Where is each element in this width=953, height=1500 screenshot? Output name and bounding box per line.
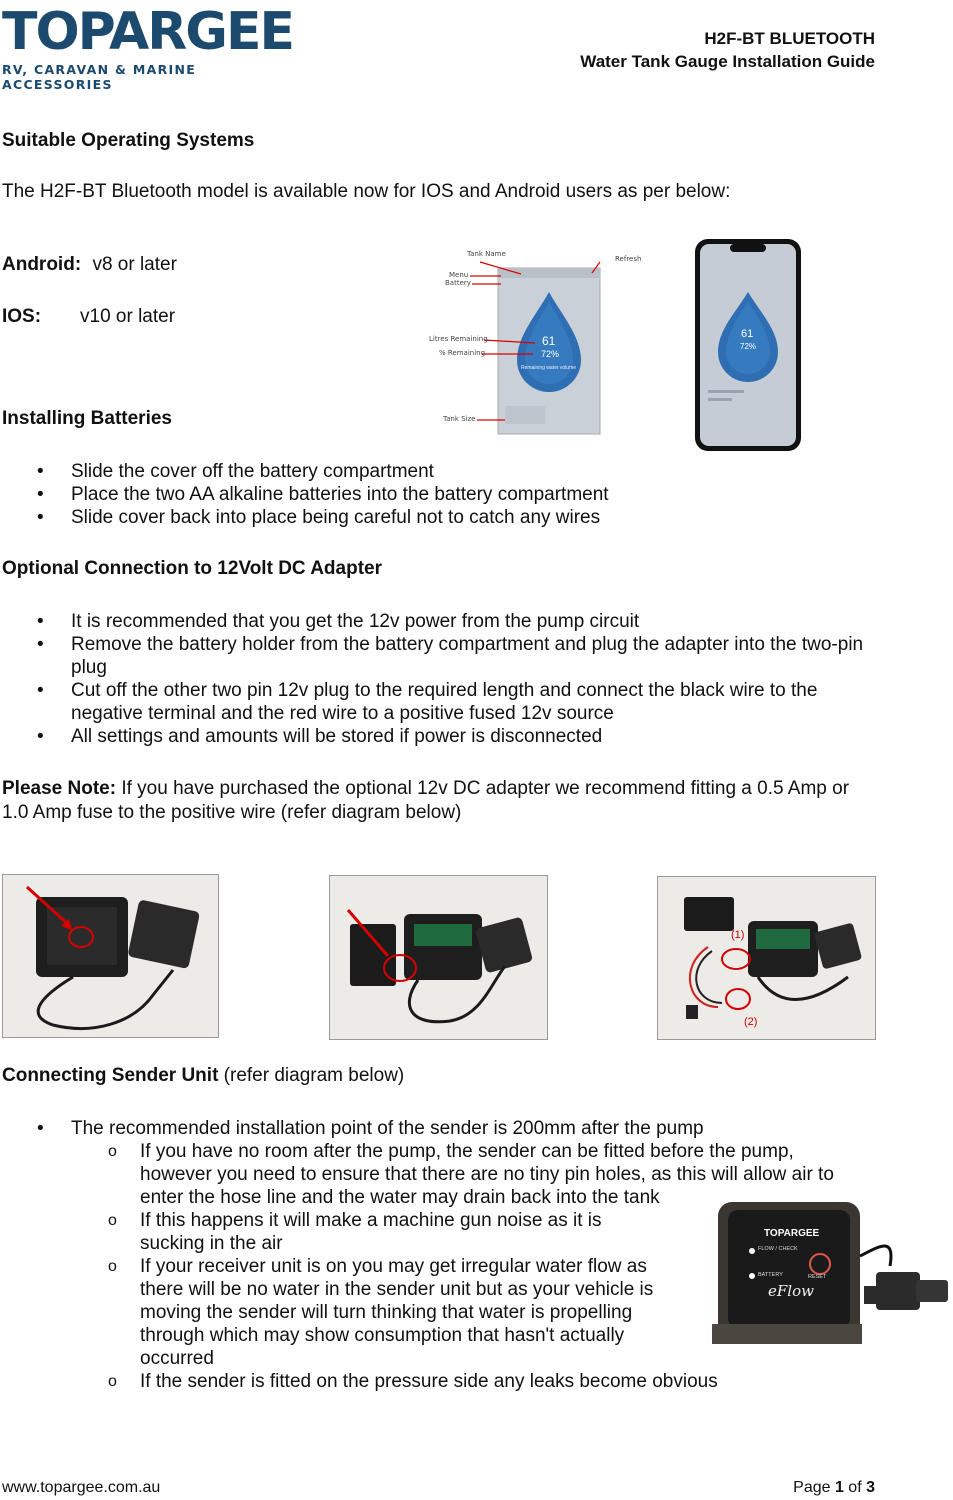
eflow-device-photo	[710, 1196, 953, 1356]
page-mid: of	[843, 1479, 867, 1496]
device-brand: TOPARGEE	[764, 1228, 820, 1239]
photo-2-graphic	[330, 876, 547, 1039]
sender-list	[2, 1117, 882, 1140]
device-battery-label: BATTERY	[758, 1272, 783, 1278]
list-item: • Cut off the other two pin 12v plug to the required length and connect the black wire to the negative terminal and the red wire to a positive fused 12v source	[2, 679, 887, 725]
device-product-name: eFlow	[768, 1282, 814, 1300]
title-line-2: Water Tank Gauge Installation Guide	[580, 52, 875, 71]
sender-main-item: The recommended installation point of the sender is 200mm after the pump	[71, 1118, 704, 1139]
logo-tagline: RV, CARAVAN & MARINE ACCESSORIES	[2, 62, 197, 92]
label-tank-size: Tank Size	[443, 415, 476, 423]
label-battery: Battery	[445, 279, 471, 287]
adapter-list	[2, 610, 887, 748]
photo-adapter-wiring	[657, 876, 876, 1040]
device-flow-label: FLOW / CHECK	[758, 1246, 798, 1252]
photo-3-graphic	[658, 877, 875, 1039]
app-screen-diagram	[425, 248, 670, 438]
ios-row	[2, 306, 176, 328]
photo-battery-compartment	[2, 874, 219, 1038]
page-indicator	[793, 1479, 875, 1497]
adapter-heading: Optional Connection to 12Volt DC Adapter	[2, 558, 382, 579]
sender-heading	[2, 1065, 404, 1087]
note-label: Please Note:	[2, 778, 117, 799]
callout-1: (1)	[731, 929, 745, 941]
callout-2: (2)	[744, 1016, 758, 1028]
document-title	[580, 27, 875, 73]
photo-1-graphic	[3, 875, 218, 1037]
list-item: • All settings and amounts will be stored if power is disconnected	[2, 725, 887, 748]
list-item: o If the sender is fitted on the pressure side any leaks become obvious	[2, 1370, 840, 1393]
footer-url[interactable]: www.topargee.com.au	[2, 1479, 161, 1496]
list-item: • It is recommended that you get the 12v power from the pump circuit	[2, 610, 887, 633]
title-line-1: H2F-BT BLUETOOTH	[704, 29, 875, 48]
os-intro: The H2F-BT Bluetooth model is available now for IOS and Android users as per below:	[2, 181, 731, 202]
please-note	[2, 777, 862, 825]
device-reset-label: RESET	[808, 1274, 827, 1280]
list-item: • Remove the battery holder from the battery compartment and plug the adapter into the two-pin plug	[2, 633, 887, 679]
os-heading: Suitable Operating Systems	[2, 130, 255, 151]
list-item: • Slide the cover off the battery compartment	[2, 460, 882, 483]
photo-two-pin-plug	[329, 875, 548, 1040]
drop-caption: Remaining water volume	[521, 365, 577, 371]
logo-wordmark: TOPARGEE	[2, 2, 294, 62]
ios-value: v10 or later	[80, 306, 176, 327]
label-pct-remaining: % Remaining	[439, 349, 486, 357]
batteries-list	[2, 460, 882, 529]
label-litres-remaining: Litres Remaining	[429, 335, 488, 343]
phone-mockup	[694, 238, 802, 452]
sender-heading-bold: Connecting Sender Unit	[2, 1065, 219, 1086]
list-item: o If your receiver unit is on you may get irregular water flow as there will be no water in the sender unit but as your vehicle is moving the sender will turn thinking that water is propelling through which may show consumption that hasn't actually occurred	[2, 1255, 680, 1370]
label-tank-name: Tank Name	[467, 250, 506, 258]
android-label: Android:	[2, 254, 82, 275]
phone-drop-litres: 61	[741, 328, 754, 340]
note-text: If you have purchased the optional 12v DC adapter we recommend fitting a 0.5 Amp or 1.0 Amp fuse to the positive wire (refer diagram below)	[2, 778, 850, 823]
label-refresh: Refresh	[615, 255, 642, 263]
drop-litres: 61	[542, 334, 556, 348]
sender-heading-suffix: (refer diagram below)	[218, 1065, 405, 1086]
company-logo	[2, 2, 294, 92]
list-item: • Place the two AA alkaline batteries into the battery compartment	[2, 483, 882, 506]
page-number: 1	[834, 1479, 844, 1496]
drop-percent: 72%	[541, 349, 560, 359]
ios-label: IOS:	[2, 306, 42, 327]
list-item: • Slide cover back into place being careful not to catch any wires	[2, 506, 882, 529]
android-row	[2, 254, 177, 276]
page-total: 3	[866, 1479, 875, 1496]
label-menu: Menu	[449, 271, 469, 279]
list-item	[2, 1117, 882, 1140]
batteries-heading: Installing Batteries	[2, 408, 172, 429]
phone-drop-percent: 72%	[740, 342, 757, 351]
list-item: o If you have no room after the pump, the sender can be fitted before the pump, however you need to ensure that there are no tiny pin holes, as this will allow air to enter the hose line and the water may drain back into the tank	[2, 1140, 868, 1209]
device-graphic	[710, 1196, 953, 1356]
list-item: o If this happens it will make a machine gun noise as it is sucking in the air	[2, 1209, 670, 1255]
page-prefix: Page	[793, 1479, 835, 1496]
android-value: v8 or later	[92, 254, 177, 275]
